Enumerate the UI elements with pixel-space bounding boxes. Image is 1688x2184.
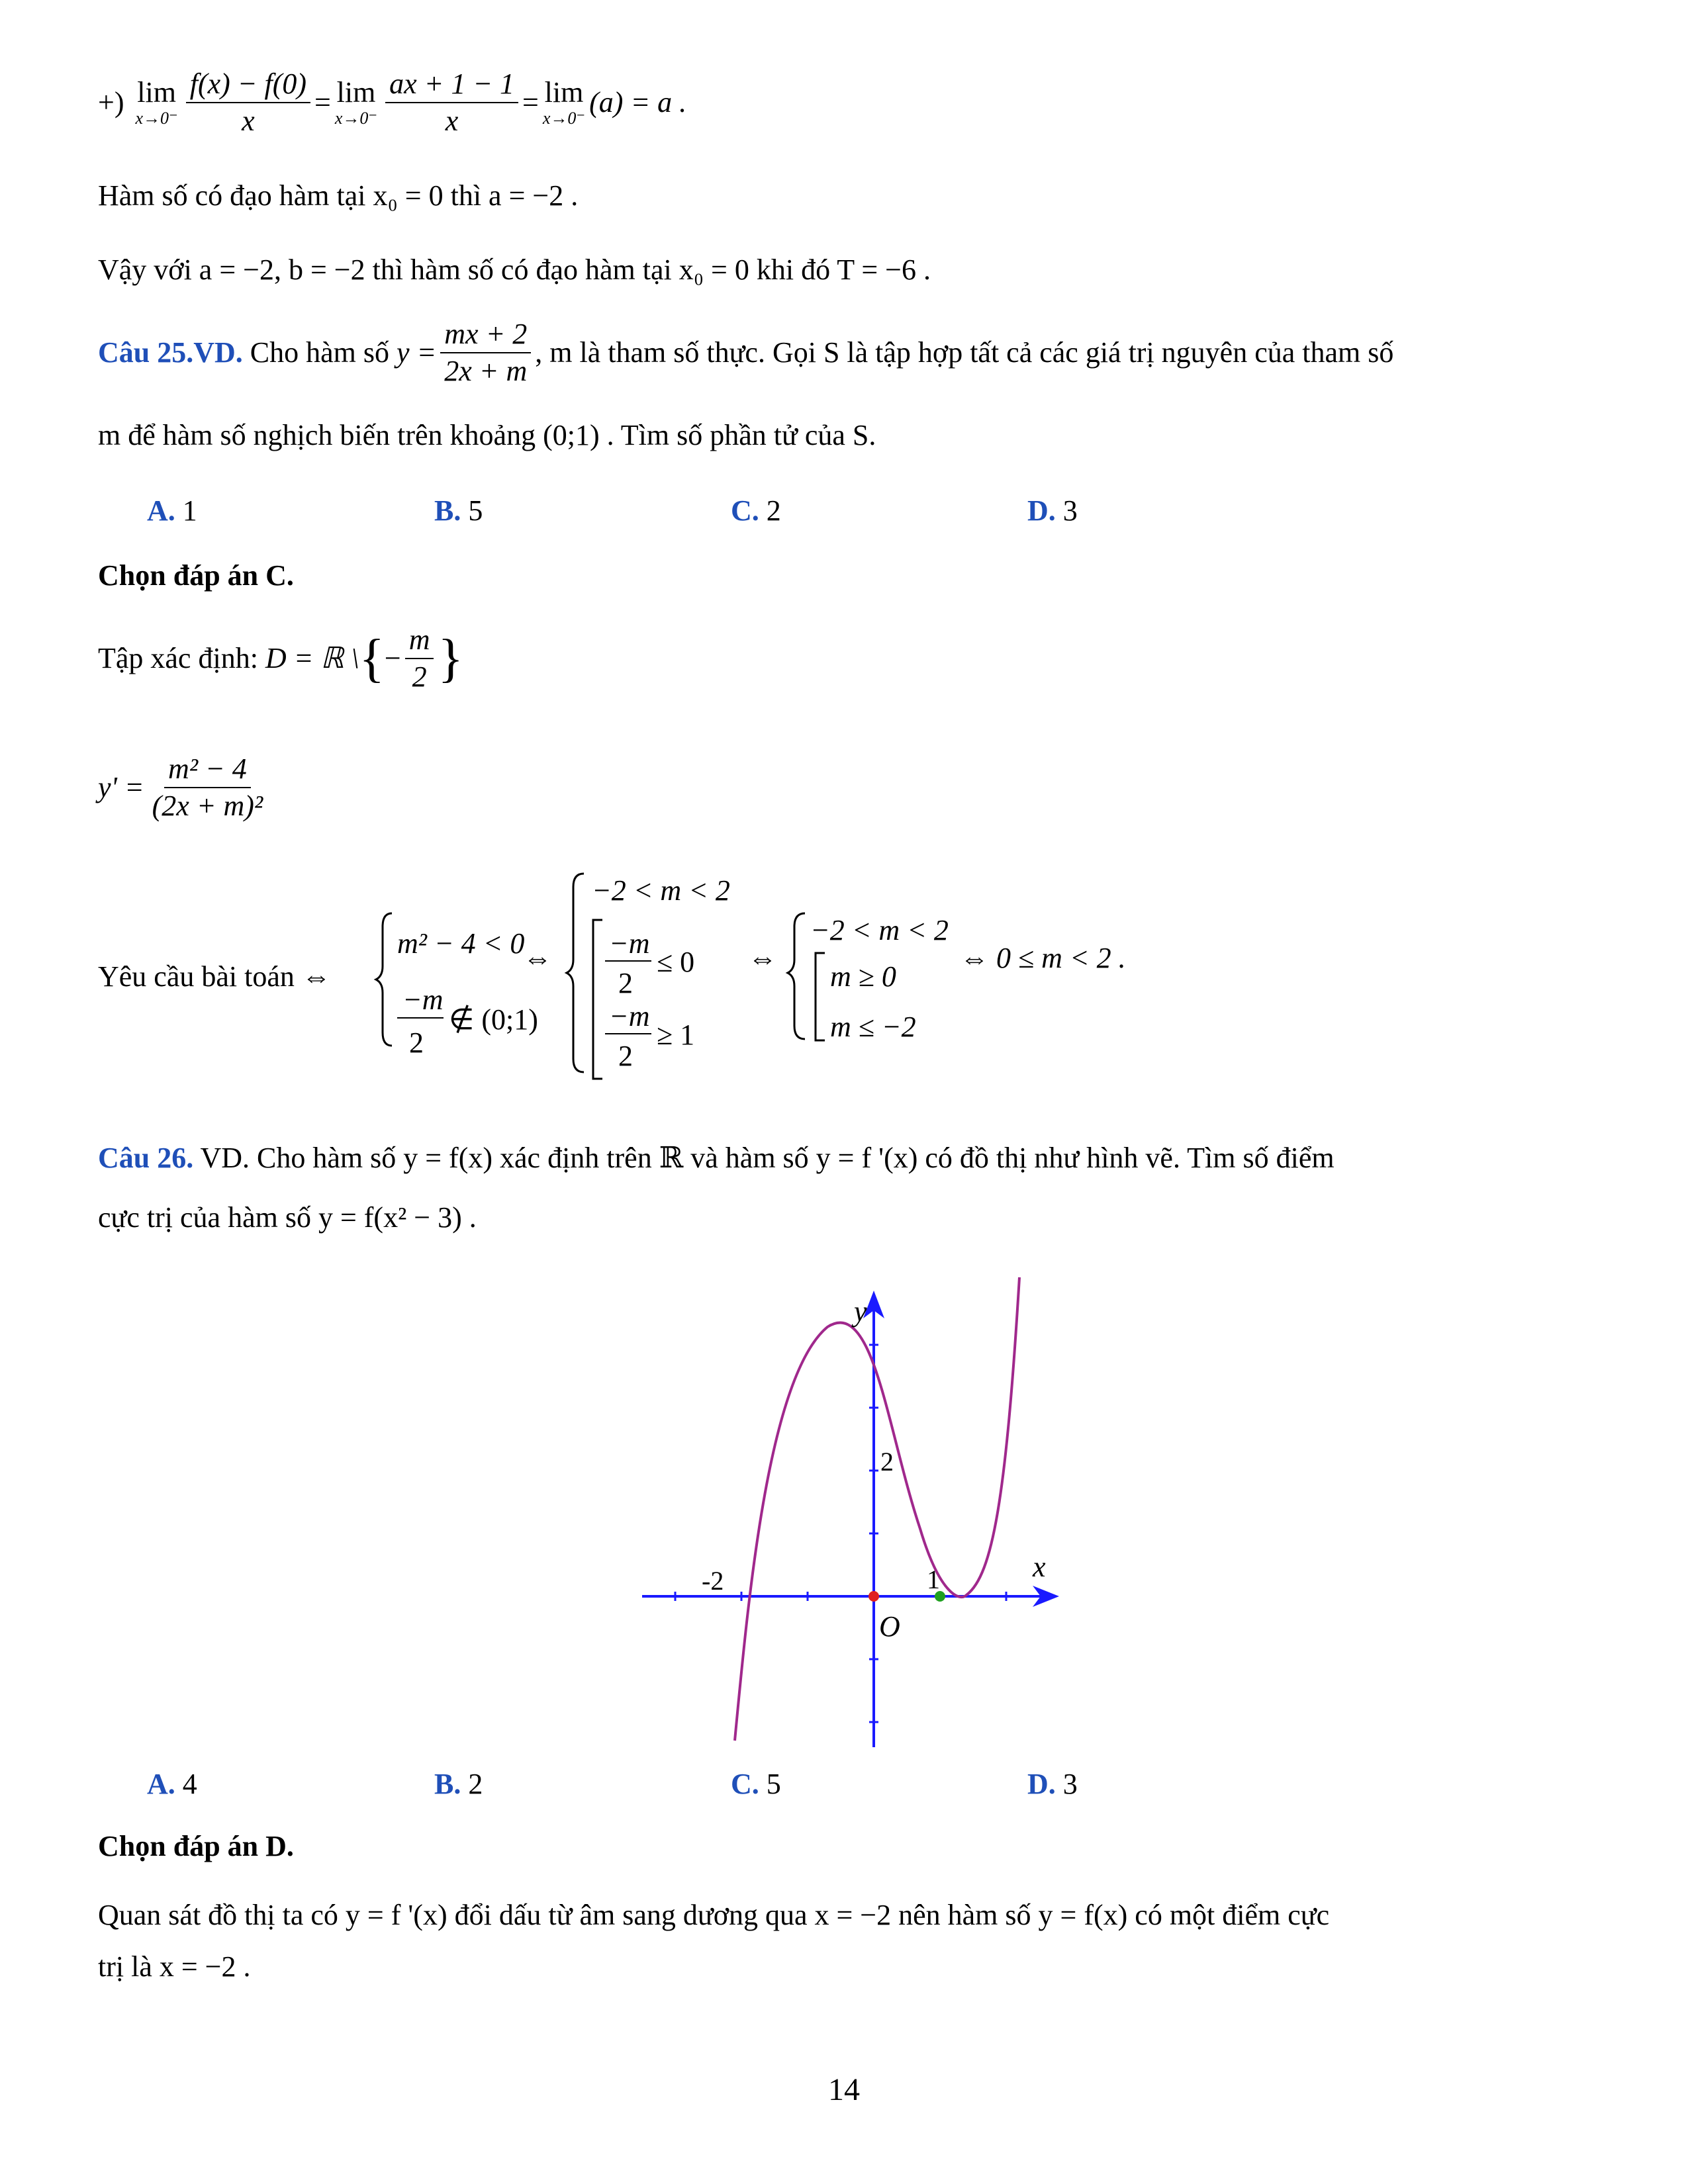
lim-1: lim x→0⁻ — [135, 76, 178, 128]
sys2-c-den: 2 — [618, 1040, 633, 1072]
q25-fraction: $\frac{mx + 2}{2x + m}$ — [440, 319, 531, 387]
q25-final: ⇔ 0 ≤ m < 2 . — [960, 942, 1126, 974]
sys2-b-den: 2 — [618, 967, 633, 999]
q25-derivative: y' = $\frac{\text{m² − 4}}{\text{(2x + m)²}}$ — [98, 752, 263, 822]
q25-line-2: m để hàm số nghịch biến trên khoảng (0;1) . Tìm số phần tử của S. — [98, 419, 876, 451]
q26-answer: Chọn đáp án D. — [98, 1830, 294, 1862]
iff-2: ⇔ — [748, 942, 777, 974]
page-number: 14 — [828, 2072, 860, 2107]
q25-systems — [371, 860, 1231, 1085]
label-1: 1 — [927, 1565, 940, 1594]
q25-label: Câu 25.VD. — [98, 336, 243, 369]
q25-answer: Chọn đáp án C. — [98, 559, 294, 592]
q25-requirement-label: Yêu cầu bài toán ⇔ — [98, 960, 331, 993]
q26-label: Câu 26. — [98, 1142, 194, 1174]
q26-line-2: cực trị của hàm số y = f(x² − 3) . — [98, 1201, 477, 1234]
label-neg2: -2 — [702, 1566, 724, 1596]
sys1-b-num: −m — [402, 983, 444, 1016]
sys3-b: m ≥ 0 — [830, 960, 896, 993]
sys3-c: m ≤ −2 — [830, 1011, 916, 1043]
q25-option-d[interactable]: D. 3 — [1027, 494, 1078, 527]
sys1-b-tail: ∉ (0;1) — [449, 1003, 538, 1036]
limit-frac-2: $\frac{ax + 1 - 1}{x}$ — [385, 69, 518, 136]
limit-frac-1: $\frac{f(x) - f(0)}{x}$ — [186, 69, 310, 136]
q25-option-b[interactable]: B. 5 — [434, 494, 483, 527]
y-axis-label: y — [854, 1295, 867, 1328]
limit-prefix: +) — [98, 86, 124, 118]
x-axis-label: x — [1033, 1551, 1046, 1583]
lim-3: lim x→0⁻ — [542, 76, 586, 128]
q25-option-c[interactable]: C. 2 — [731, 494, 781, 527]
q26-option-c[interactable]: C. 5 — [731, 1768, 781, 1800]
q26-observation-2: trị là x = −2 . — [98, 1950, 251, 1983]
q26-observation-1: Quan sát đồ thị ta có y = f '(x) đổi dấu từ âm sang dương qua x = −2 nên hàm số y = f(x) có một điểm cực — [98, 1899, 1330, 1931]
q26-line-1: Câu 26. VD. Cho hàm số y = f(x) xác định trên ℝ và hàm số y = f '(x) có đồ thị như hình vẽ. Tìm số điểm — [98, 1142, 1335, 1174]
origin-label: O — [879, 1610, 900, 1643]
sys2-a: −2 < m < 2 — [592, 874, 730, 907]
q25-domain: Tập xác định: D = ℝ \ { − $\frac{m}{2}$ } — [98, 623, 463, 693]
q25-line-1: Câu 25.VD. Cho hàm số y = $\frac{mx + 2}{2x + m}$ , m là tham số thực. Gọi S là tập hợp tất cả các giá trị nguyên của tham số — [98, 317, 1394, 387]
derivative-curve — [735, 1277, 1019, 1741]
q26-option-b[interactable]: B. 2 — [434, 1768, 483, 1800]
q26-option-a[interactable]: A. 4 — [147, 1768, 197, 1800]
sys2-b-tail: ≤ 0 — [657, 946, 695, 978]
iff-1: ⇔ — [523, 942, 552, 974]
sys2-b-num: −m — [609, 927, 650, 960]
sys2-c-tail: ≥ 1 — [657, 1019, 695, 1051]
q25-option-a[interactable]: A. 1 — [147, 494, 197, 527]
limit-line: +) lim x→0⁻ $\frac{f(x) - f(0)}{x}$ = lim x→0⁻ $\frac{ax + 1 - 1}{x}$ = lim x→0⁻ (a) = a . — [98, 67, 687, 137]
derivative-graph — [635, 1257, 1072, 1760]
sys1-b-den: 2 — [409, 1026, 424, 1059]
derivative-condition: Hàm số có đạo hàm tại x₀ = 0 thì a = −2 . — [98, 179, 579, 212]
conclusion-line: Vậy với a = −2, b = −2 thì hàm số có đạo hàm tại x₀ = 0 khi đó T = −6 . — [98, 253, 931, 286]
q26-option-d[interactable]: D. 3 — [1027, 1768, 1078, 1800]
sys2-c-num: −m — [609, 1000, 650, 1032]
origin-dot — [868, 1591, 879, 1602]
sys3-a: −2 < m < 2 — [810, 914, 949, 946]
label-2: 2 — [880, 1447, 894, 1477]
sys1-a: m² − 4 < 0 — [397, 927, 525, 960]
lim-2: lim x→0⁻ — [334, 76, 378, 128]
